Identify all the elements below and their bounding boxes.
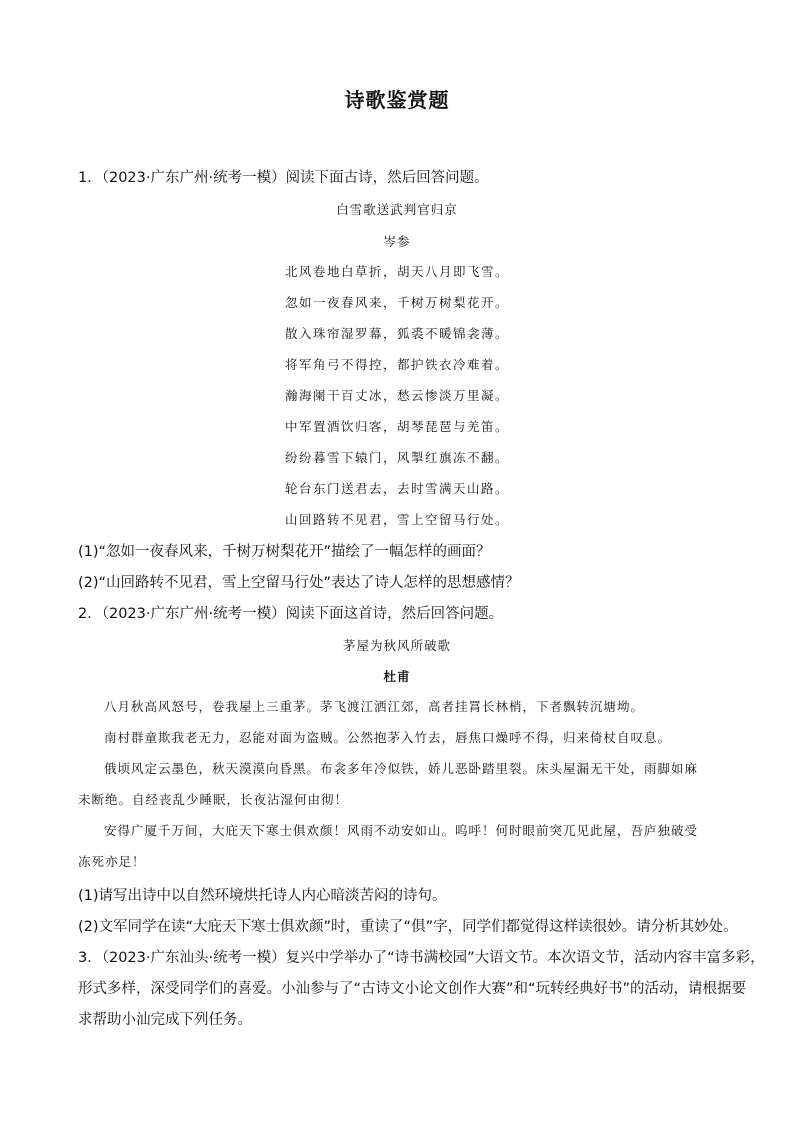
q1-poem-line: 中军置酒饮归客，胡琴琵琶与羌笛。 (284, 419, 509, 434)
q1-poem-line: 散入珠帘湿罗幕，狐裘不暖锦衾薄。 (284, 326, 509, 341)
q3-text-line: 3．（2023·广东汕头·统考一模）复兴中学举办了“诗书满校园”大语文节。本次语文节，活动内容丰富多彩， (78, 950, 765, 966)
q2-subquestion-2: (2)文军同学在读“大庇天下寒士俱欢颜”时，重读了“俱”字，同学们都觉得这样读很妙。请分析其妙处。 (78, 919, 738, 935)
q1-poem-line: 将军角弓不得控，都护铁衣冷难着。 (284, 357, 509, 372)
q1-poem-line: 忽如一夜春风来，千树万树梨花开。 (284, 295, 509, 310)
q2-poem-author: 杜甫 (383, 669, 411, 684)
q1-intro: 1．（2023·广东广州·统考一模）阅读下面古诗，然后回答问题。 (78, 170, 489, 186)
page-title: 诗歌鉴赏题 (344, 88, 450, 112)
q2-poem-paragraph: 俄顷风定云墨色，秋天漠漠向昏黑。布衾多年冷似铁，娇儿恶卧踏里裂。床头屋漏无干处，雨脚如麻 (104, 761, 699, 776)
q2-poem-paragraph: 八月秋高风怒号，卷我屋上三重茅。茅飞渡江洒江郊，高者挂罥长林梢，下者飘转沉塘坳。 (104, 699, 645, 714)
q2-poem-paragraph: 安得广厦千万间，大庇天下寒士俱欢颜！风雨不动安如山。呜呼！何时眼前突兀见此屋，吾庐独破受 (104, 823, 699, 838)
q2-intro: 2．（2023·广东广州·统考一模）阅读下面这首诗，然后回答问题。 (78, 606, 504, 622)
q3-text-line: 求帮助小汕完成下列任务。 (78, 1012, 252, 1028)
q3-text-line: 形式多样，深受同学们的喜爱。小汕参与了“古诗文小论文创作大赛”和“玩转经典好书”的活动，请根据要 (78, 981, 747, 997)
q1-poem-title: 白雪歌送武判官归京 (336, 202, 458, 217)
q2-poem-paragraph-continued: 未断绝。自经丧乱少睡眠，长夜沾湿何由彻！ (78, 792, 349, 807)
q1-poem-author: 岑参 (383, 234, 411, 249)
q1-poem-line: 纷纷暮雪下辕门，风掣红旗冻不翻。 (284, 450, 509, 465)
q1-poem-line: 北风卷地白草折，胡天八月即飞雪。 (284, 264, 509, 279)
q1-poem-line: 山回路转不见君，雪上空留马行处。 (284, 512, 509, 527)
q1-poem-line: 瀚海阑干百丈冰，愁云惨淡万里凝。 (284, 388, 509, 403)
q2-poem-paragraph: 南村群童欺我老无力，忍能对面为盗贼。公然抱茅入竹去，唇焦口燥呼不得，归来倚杖自叹息。 (104, 730, 672, 745)
q2-poem-paragraph-continued: 冻死亦足！ (78, 854, 146, 869)
q2-poem-title: 茅屋为秋风所破歌 (342, 638, 451, 653)
q1-subquestion-1: (1)“忽如一夜春风来，千树万树梨花开”描绘了一幅怎样的画面？ (78, 544, 491, 560)
q1-subquestion-2: (2)“山回路转不见君，雪上空留马行处”表达了诗人怎样的思想感情？ (78, 575, 520, 591)
q1-poem-line: 轮台东门送君去，去时雪满天山路。 (284, 481, 509, 496)
q2-subquestion-1: (1)请写出诗中以自然环境烘托诗人内心暗淡苦闷的诗句。 (78, 888, 447, 904)
